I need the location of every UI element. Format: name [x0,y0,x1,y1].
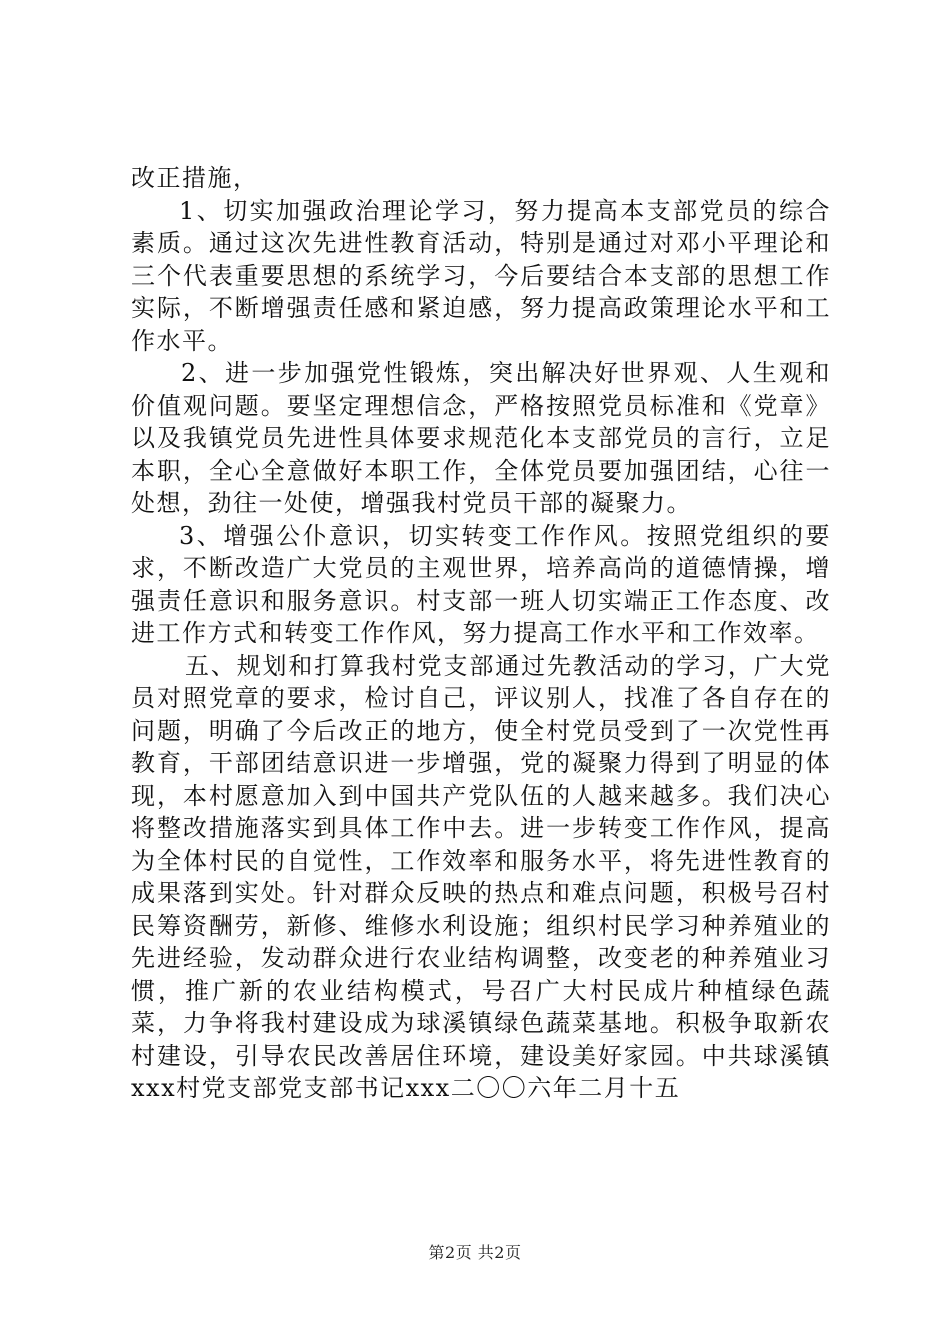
page-footer [0,1243,950,1263]
paragraph-measure-1: 1、切实加强政治理论学习，努力提高本支部党员的综合素质。通过这次先进性教育活动，特别是通过对邓小平理论和三个代表重要思想的系统学习，今后要结合本支部的思想工作实际，不断增强责任感和紧迫感，努力提高政策理论水平和工作水平。 [131,196,831,355]
page-number-label: 第2页 共2页 [428,1243,522,1262]
paragraph-measure-2: 2、进一步加强党性锻炼，突出解决好世界观、人生观和价值观问题。要坚定理想信念，严格按照党员标准和《党章》以及我镇党员先进性具体要求规范化本支部党员的言行，立足本职，全心全意做好本职工作，全体党员要加强团结，心往一处想，劲往一处使，增强我村党员干部的凝聚力。 [131,359,831,517]
paragraph-section-five: 五、规划和打算我村党支部通过先教活动的学习，广大党员对照党章的要求，检讨自己，评议别人，找准了各自存在的问题，明确了今后改正的地方，使全村党员受到了一次党性再教育，干部团结意识进一步增强，党的凝聚力得到了明显的体现，本村愿意加入到中国共产党队伍的人越来越多。我们决心将整改措施落实到具体工作中去。进一步转变工作作风，提高为全体村民的自觉性，工作效率和服务水平，将先进性教育的成果落到实处。针对群众反映的热点和难点问题，积极号召村民筹资酬劳，新修、维修水利设施；组织村民学习种养殖业的先进经验，发动群众进行农业结构调整，改变老的种养殖业习惯，推广新的农业结构模式，号召广大村民成片种植绿色蔬菜，力争将我村建设成为球溪镇绿色蔬菜基地。积极争取新农村建设，引导农民改善居住环境，建设美好家园。中共球溪镇xxx村党支部党支部书记xxx二〇〇六年二月十五 [131,651,831,1102]
paragraph-measure-3: 3、增强公仆意识，切实转变工作作风。按照党组织的要求，不断改造广大党员的主观世界，培养高尚的道德情操，增强责任意识和服务意识。村支部一班人切实端正工作态度、改进工作方式和转变工作作风，努力提高工作水平和工作效率。 [131,521,831,647]
document-body [131,162,831,1105]
intro-line: 改正措施， [131,164,259,192]
